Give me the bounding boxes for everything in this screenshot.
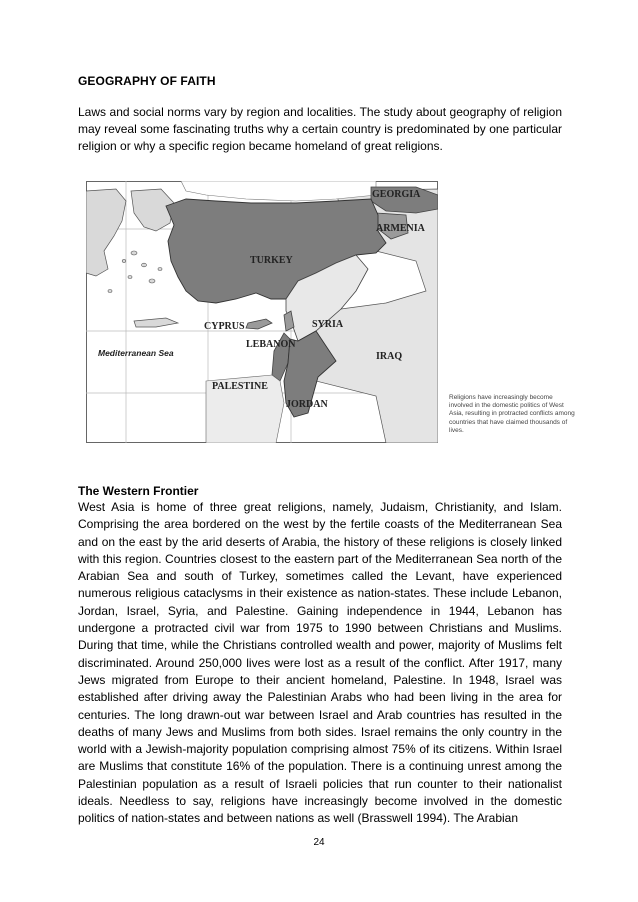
intro-paragraph: Laws and social norms vary by region and localities. The study about geography of religion may reveal some fascinating truths why a certain country is predominated by one particular religion or why a specific region became homeland of great religions. bbox=[78, 105, 562, 153]
page-number: 24 bbox=[313, 837, 325, 848]
label-georgia: GEORGIA bbox=[372, 189, 421, 200]
label-jordan: JORDAN bbox=[286, 399, 328, 410]
label-turkey: TURKEY bbox=[250, 255, 293, 266]
label-armenia: ARMENIA bbox=[376, 223, 425, 234]
label-syria: SYRIA bbox=[312, 319, 344, 330]
map-figure bbox=[86, 181, 438, 443]
page-heading: GEOGRAPHY OF FAITH bbox=[78, 74, 216, 88]
label-cyprus: CYPRUS bbox=[204, 321, 245, 332]
section-body: West Asia is home of three great religions, namely, Judaism, Christianity, and Islam. Comprising the area bordered on the west by the fertile coasts of the Mediterranean Sea and on the east by the arid deserts of Arabia, the history of these religions is closely linked with this region. Countries closest to the eastern part of the Mediterranean Sea north of the Arabian Sea and south of Turkey, sometimes called the Levant, have experienced numerous religious cataclysms in their existence as nation-states. These include Lebanon, Jordan, Israel, Syria, and Palestine. Gaining independence in 1944, Lebanon has undergone a protracted civil war from 1975 to 1990 between Christians and Muslims. During that time, while the Christians controlled wealth and power, majority of Muslims felt discriminated. Around 250,000 lives were lost as a result of the conflict. After 1917, many Jews migrated from Europe to their ancient homeland, Palestine. In 1948, Israel was established after driving away the Palestinian Arabs who had been living in the area for centuries. The long drawn-out war between Israel and Arab countries has resulted in the deaths of many Jews and Muslims from both sides. Israel remains the only country in the world with a Jewish-majority population comprising almost 75% of its citizens. Within Israel are Muslims that constitute 16% of the population. There is a continuing unrest among the Palestinian population as a result of Israeli policies that run counter to their nationalist ideals. Needless to say, religions have increasingly become involved in the domestic politics of nation-states and between nations as well (Brasswell 1994). The Arabian bbox=[78, 500, 562, 826]
label-iraq: IRAQ bbox=[376, 351, 403, 362]
label-lebanon: LEBANON bbox=[246, 339, 296, 350]
section-title: The Western Frontier bbox=[78, 484, 199, 498]
west-asia-map bbox=[86, 181, 438, 443]
label-mediterranean-sea: Mediterranean Sea bbox=[98, 348, 174, 358]
label-palestine: PALESTINE bbox=[212, 381, 268, 392]
map-caption: Religions have increasingly become involved in the domestic politics of West Asia, resulting in protracted conflicts among countries that have claimed thousands of lives. bbox=[449, 394, 575, 434]
